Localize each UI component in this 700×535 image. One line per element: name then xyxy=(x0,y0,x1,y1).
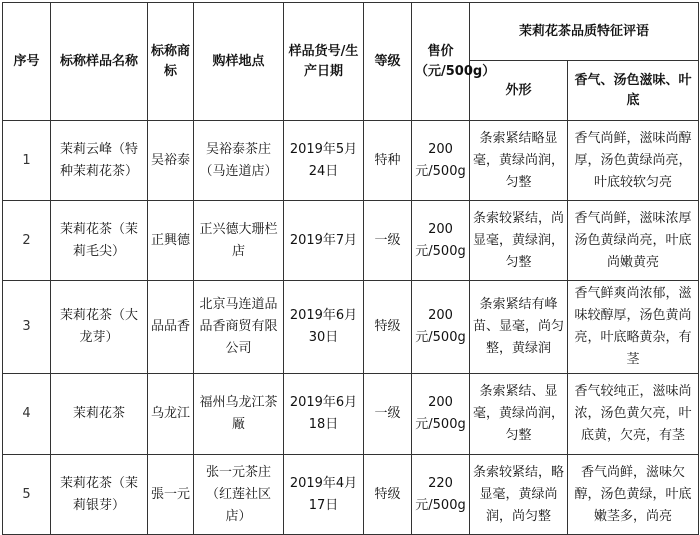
header-batch: 样品货号/生产日期 xyxy=(284,3,364,121)
table-row xyxy=(3,121,699,201)
table-row xyxy=(3,281,699,374)
header-name: 标称样品名称 xyxy=(51,3,148,121)
cell-place: 正兴德大珊栏店 xyxy=(194,201,284,281)
header-row xyxy=(3,3,699,61)
cell-index: 1 xyxy=(3,121,51,201)
header-price: 售价（元/500g） xyxy=(412,3,470,121)
cell-name: 茉莉花茶（茉莉银芽） xyxy=(51,455,148,535)
cell-place: 张一元茶庄（红莲社区店） xyxy=(194,455,284,535)
cell-price: 200元/500g xyxy=(412,121,470,201)
cell-name: 茉莉云峰（特种茉莉花茶） xyxy=(51,121,148,201)
cell-batch: 2019年6月30日 xyxy=(284,281,364,374)
cell-grade: 一级 xyxy=(364,201,412,281)
cell-brand: 吴裕泰 xyxy=(148,121,194,201)
tea-quality-table xyxy=(2,2,699,535)
header-aroma: 香气、汤色滋味、叶底 xyxy=(568,61,699,121)
cell-grade: 特级 xyxy=(364,455,412,535)
cell-brand: 張一元 xyxy=(148,455,194,535)
cell-name: 茉莉花茶（茉莉毛尖） xyxy=(51,201,148,281)
cell-price: 220元/500g xyxy=(412,455,470,535)
cell-batch: 2019年5月24日 xyxy=(284,121,364,201)
cell-price: 200元/500g xyxy=(412,281,470,374)
cell-index: 2 xyxy=(3,201,51,281)
cell-appearance: 条索紧结、显毫，黄绿尚润，匀整 xyxy=(470,374,568,455)
cell-grade: 特级 xyxy=(364,281,412,374)
cell-appearance: 条索较紧结，略显毫，黄绿尚润，尚匀整 xyxy=(470,455,568,535)
cell-grade: 一级 xyxy=(364,374,412,455)
header-appearance: 外形 xyxy=(470,61,568,121)
cell-index: 3 xyxy=(3,281,51,374)
cell-brand: 正興德 xyxy=(148,201,194,281)
header-grade: 等级 xyxy=(364,3,412,121)
cell-appearance: 条索紧结略显毫，黄绿尚润，匀整 xyxy=(470,121,568,201)
cell-price: 200元/500g xyxy=(412,201,470,281)
cell-index: 4 xyxy=(3,374,51,455)
cell-place: 福州乌龙江茶厰 xyxy=(194,374,284,455)
cell-name: 茉莉花茶（大龙芽） xyxy=(51,281,148,374)
cell-place: 吴裕泰茶庄（马连道店） xyxy=(194,121,284,201)
cell-aroma: 香气尚鲜，滋味浓厚汤色黄绿尚亮，叶底尚嫩黄亮 xyxy=(568,201,699,281)
cell-aroma: 香气鲜爽尚浓郁，滋味较醇厚，汤色黄尚亮，叶底略黄杂，有茎 xyxy=(568,281,699,374)
cell-brand: 乌龙江 xyxy=(148,374,194,455)
cell-batch: 2019年4月17日 xyxy=(284,455,364,535)
cell-batch: 2019年6月18日 xyxy=(284,374,364,455)
header-brand: 标称商标 xyxy=(148,3,194,121)
cell-appearance: 条索较紧结，尚显毫，黄绿润，匀整 xyxy=(470,201,568,281)
table-row xyxy=(3,201,699,281)
cell-brand: 品品香 xyxy=(148,281,194,374)
cell-aroma: 香气较纯正，滋味尚浓，汤色黄欠亮，叶底黄，欠亮，有茎 xyxy=(568,374,699,455)
cell-name: 茉莉花茶 xyxy=(51,374,148,455)
table-row xyxy=(3,455,699,535)
table-row xyxy=(3,374,699,455)
cell-grade: 特种 xyxy=(364,121,412,201)
header-index: 序号 xyxy=(3,3,51,121)
header-eval-group: 茉莉花茶品质特征评语 xyxy=(470,3,699,61)
cell-appearance: 条索紧结有峰苗、显毫，尚匀整，黄绿润 xyxy=(470,281,568,374)
cell-index: 5 xyxy=(3,455,51,535)
cell-price: 200元/500g xyxy=(412,374,470,455)
header-place: 购样地点 xyxy=(194,3,284,121)
cell-aroma: 香气尚鲜，滋味尚醇厚，汤色黄绿尚亮，叶底较软匀亮 xyxy=(568,121,699,201)
cell-aroma: 香气尚鲜，滋味欠醇，汤色黄绿，叶底嫩茎多，尚亮 xyxy=(568,455,699,535)
cell-place: 北京马连道品品香商贸有限公司 xyxy=(194,281,284,374)
cell-batch: 2019年7月 xyxy=(284,201,364,281)
